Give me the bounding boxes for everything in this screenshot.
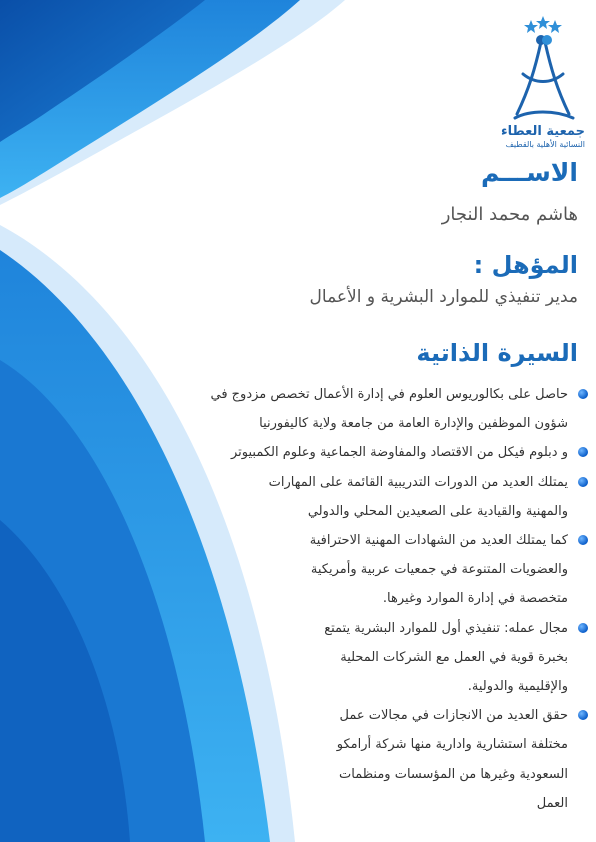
cv-line: شؤون الموظفين والإدارة العامة من جامعة ولاية كاليفورنيا — [259, 416, 568, 432]
qualification-value: مدير تنفيذي للموارد البشرية و الأعمال — [309, 287, 578, 307]
bullet-icon — [578, 710, 588, 720]
cv-line: مجال عمله: تنفيذي أول للموارد البشرية يتمتع — [324, 620, 568, 636]
cv-line: و دبلوم فيكل من الاقتصاد والمفاوضة الجماعية وعلوم الكمبيوتر — [230, 445, 568, 461]
name-heading: الاســـم — [480, 158, 578, 187]
cv-line: والمهنية والقيادية على الصعيدين المحلي والدولي — [307, 503, 568, 519]
cv-line: يمتلك العديد من الدورات التدريبية القائمة على المهارات — [268, 474, 568, 490]
bullet-icon — [578, 623, 588, 633]
cv-list — [148, 380, 588, 818]
cv-line: متخصصة في إدارة الموارد وغيرها. — [382, 591, 568, 607]
cv-item — [148, 438, 588, 467]
cv-item — [148, 468, 588, 526]
cv-line: كما يمتلك العديد من الشهادات المهنية الاحترافية — [309, 533, 568, 549]
cv-line: العمل — [536, 795, 568, 811]
bullet-icon — [578, 447, 588, 457]
bullet-icon — [578, 535, 588, 545]
cv-line: السعودية وغيرها من المؤسسات ومنظمات — [339, 766, 568, 782]
qualification-heading: المؤهل : — [473, 251, 578, 279]
logo-subtitle: النسائية الأهلية بالقطيف — [505, 140, 585, 149]
bullet-icon — [578, 477, 588, 487]
bullet-icon — [578, 389, 588, 399]
cv-item — [148, 526, 588, 614]
cv-heading: السيرة الذاتية — [416, 339, 578, 367]
cv-line: بخبرة قوية في العمل مع الشركات المحلية — [340, 649, 568, 665]
cv-line: حاصل على بكالوريوس العلوم في إدارة الأعمال تخصص مزدوج في — [210, 387, 568, 402]
logo-name: جمعية العطاء — [500, 124, 585, 139]
cv-item — [148, 380, 588, 438]
cv-line: مختلفة استشارية وادارية منها شركة أرامكو — [336, 737, 568, 753]
name-value: هاشم محمد النجار — [441, 204, 578, 225]
cv-line: حقق العديد من الانجازات في مجالات عمل — [339, 708, 568, 724]
cv-line: والعضويات المتنوعة في جمعيات عربية وأمريكية — [310, 562, 568, 578]
cv-line: والإقليمية والدولية. — [467, 679, 568, 695]
cv-item — [148, 701, 588, 818]
cv-item — [148, 614, 588, 702]
